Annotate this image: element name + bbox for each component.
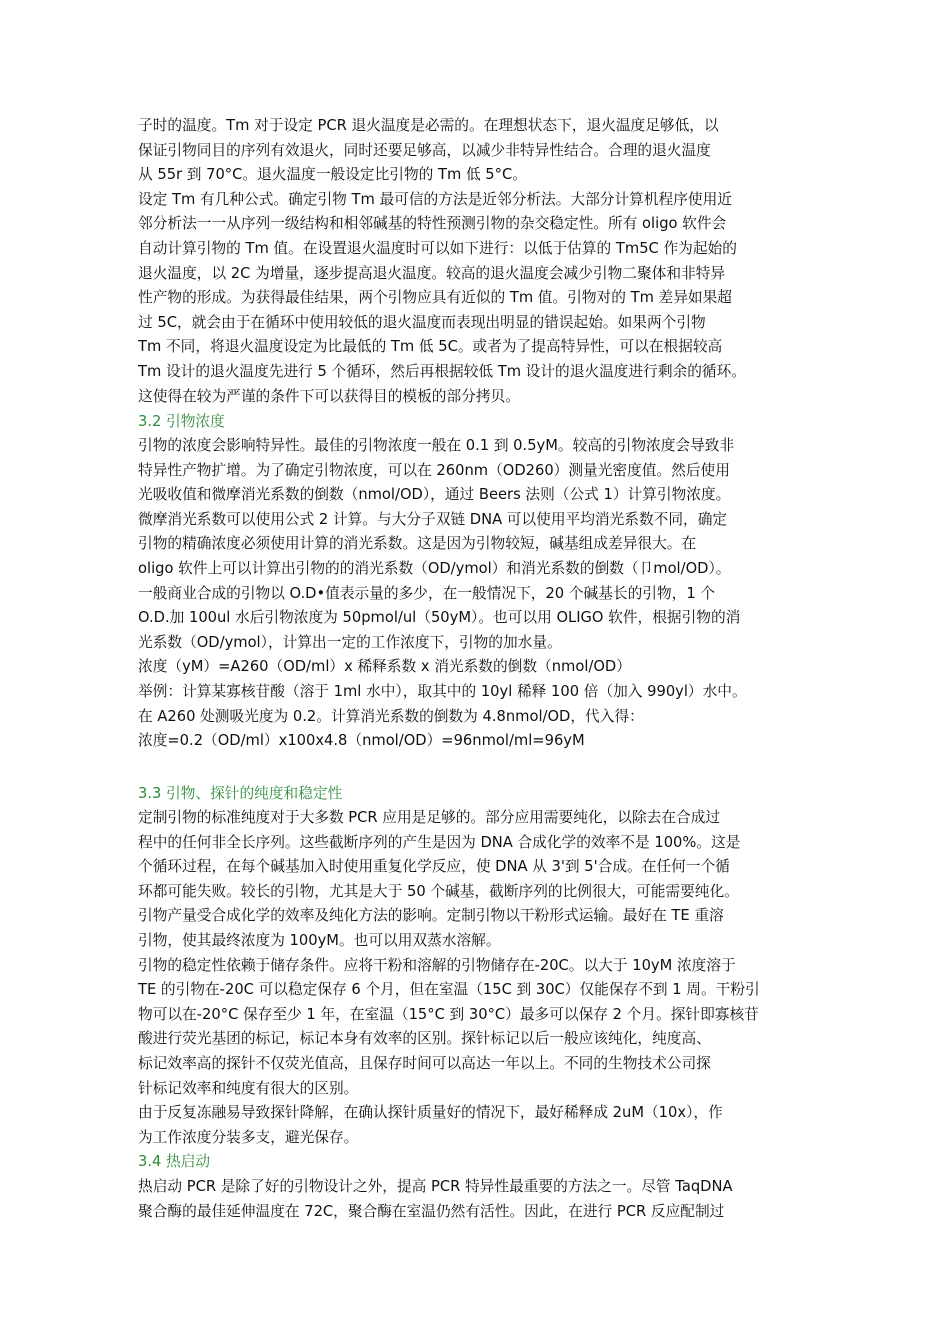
text-line: 程中的任何非全长序列。这些截断序列的产生是因为 DNA 合成化学的效率不是 100%。这是 xyxy=(138,833,741,851)
text-line: 酸进行荧光基团的标记，标记本身有效率的区别。探针标记以后一般应该纯化，纯度高、 xyxy=(138,1030,711,1048)
text-line: 一般商业合成的引物以 O.D•值表示量的多少，在一般情况下，20 个碱基长的引物，1 个 xyxy=(138,584,716,602)
text-line: O.D.加 100ul 水后引物浓度为 50pmol/ul（50yM）。也可以用 OLIGO 软件，根据引物的消 xyxy=(138,609,741,627)
text-line: Tm 设计的退火温度先进行 5 个循环，然后再根据较低 Tm 设计的退火温度进行剩余的循环。 xyxy=(138,363,746,380)
section-heading-3-2: 3.2 引物浓度 xyxy=(138,413,225,430)
text-line: TE 的引物在-20C 可以稳定保存 6 个月，但在室温（15C 到 30C）仅能保存不到 1 周。干粉引 xyxy=(138,981,760,999)
formula-line: 浓度=0.2（OD/ml）x100x4.8（nmol/OD）=96nmol/ml=96yM xyxy=(138,732,585,750)
text-line: 聚合酶的最佳延伸温度在 72C，聚合酶在室温仍然有活性。因此，在进行 PCR 反应配制过 xyxy=(138,1202,725,1220)
text-line: 引物的精确浓度必须使用计算的消光系数。这是因为引物较短，碱基组成差异很大。在 xyxy=(138,535,697,553)
text-line: 特异性产物扩增。为了确定引物浓度，可以在 260nm（OD260）测量光密度值。然后使用 xyxy=(138,461,730,479)
text-line: 个循环过程，在每个碱基加入时使用重复化学反应，使 DNA 从 3'到 5'合成。在任何一个循 xyxy=(138,858,730,876)
section-heading-3-3: 3.3 引物、探针的纯度和稳定性 xyxy=(138,785,343,802)
text-line: 举例：计算某寡核苷酸（溶于 1ml 水中），取其中的 10yl 稀释 100 倍（加入 990yl）水中。 xyxy=(138,683,747,700)
text-line: 从 55r 到 70°C。退火温度一般设定比引物的 Tm 低 5°C。 xyxy=(138,166,527,184)
paragraph-hot-start xyxy=(138,1175,818,1225)
text-line: 退火温度，以 2C 为增量，逐步提高退火温度。较高的退火温度会减少引物二聚体和非特异 xyxy=(138,264,726,282)
text-line: 物可以在-20°C 保存至少 1 年，在室温（15°C 到 30°C）最多可以保存 2 个月。探针即寡核苷 xyxy=(138,1005,759,1023)
text-line: 保证引物同目的序列有效退火，同时还要足够高，以减少非特异性结合。合理的退火温度 xyxy=(138,141,711,159)
text-line: 引物产量受合成化学的效率及纯化方法的影响。定制引物以干粉形式运输。最好在 TE 重溶 xyxy=(138,907,724,925)
paragraph-tm-annealing xyxy=(138,114,818,404)
text-line: 标记效率高的探针不仅荧光值高，且保存时间可以高达一年以上。不同的生物技术公司探 xyxy=(138,1055,711,1072)
text-line: 在 A260 处测吸光度为 0.2。计算消光系数的倒数为 4.8nmol/OD，代入得： xyxy=(138,707,644,725)
text-line: 由于反复冻融易导致探针降解，在确认探针质量好的情况下，最好稀释成 2uM（10x），作 xyxy=(138,1104,723,1122)
text-line: 这使得在较为严谨的条件下可以获得目的模板的部分拷贝。 xyxy=(138,387,520,405)
text-line: 微摩消光系数可以使用公式 2 计算。与大分子双链 DNA 可以使用平均消光系数不同，确定 xyxy=(138,510,728,528)
text-line: 光吸收值和微摩消光系数的倒数（nmol/OD），通过 Beers 法则（公式 1）计算引物浓度。 xyxy=(138,486,731,504)
text-line: 子时的温度。Tm 对于设定 PCR 退火温度是必需的。在理想状态下，退火温度足够低，以 xyxy=(138,117,719,134)
text-line: 引物的稳定性依赖于储存条件。应将干粉和溶解的引物储存在-20C。以大于 10yM 浓度溶于 xyxy=(138,956,736,974)
text-line: 定制引物的标准纯度对于大多数 PCR 应用是足够的。部分应用需要纯化，以除去在合成过 xyxy=(138,809,721,826)
section-heading-3-4: 3.4 热启动 xyxy=(138,1153,211,1170)
paragraph-purity-stability xyxy=(138,806,818,1151)
text-line: 引物的浓度会影响特异性。最佳的引物浓度一般在 0.1 到 0.5yM。较高的引物浓度会导致非 xyxy=(138,437,735,454)
text-line: oligo 软件上可以计算出引物的的消光系数（OD/ymol）和消光系数的倒数（卩mol/OD）。 xyxy=(138,560,731,577)
text-line: 邻分析法一一从序列一级结构和相邻碱基的特性预测引物的杂交稳定性。所有 oligo 软件会 xyxy=(138,215,727,233)
text-line: 引物，使其最终浓度为 100yM。也可以用双蒸水溶解。 xyxy=(138,932,501,949)
paragraph-primer-concentration xyxy=(138,434,818,754)
text-line: 环都可能失败。较长的引物，尤其是大于 50 个碱基，截断序列的比例很大，可能需要纯化。 xyxy=(138,882,739,900)
text-line: 为工作浓度分装多支，避光保存。 xyxy=(138,1128,359,1146)
text-line: 性产物的形成。为获得最佳结果，两个引物应具有近似的 Tm 值。引物对的 Tm 差异如果超 xyxy=(138,289,732,307)
text-line: 光系数（OD/ymol），计算出一定的工作浓度下，引物的加水量。 xyxy=(138,633,562,651)
text-line: 设定 Tm 有几种公式。确定引物 Tm 最可信的方法是近邻分析法。大部分计算机程序使用近 xyxy=(138,190,732,208)
text-line: 热启动 PCR 是除了好的引物设计之外，提高 PCR 特异性最重要的方法之一。尽管 TaqDNA xyxy=(138,1178,733,1195)
formula-line: 浓度（yM）=A260（OD/ml）x 稀释系数 x 消光系数的倒数（nmol/OD） xyxy=(138,658,631,676)
text-line: 针标记效率和纯度有很大的区别。 xyxy=(138,1079,359,1097)
text-line: 过 5C，就会由于在循环中使用较低的退火温度而表现出明显的错误起始。如果两个引物 xyxy=(138,313,706,331)
text-line: Tm 不同，将退火温度设定为比最低的 Tm 低 5C。或者为了提高特异性，可以在根据较高 xyxy=(138,338,723,356)
text-line: 自动计算引物的 Tm 值。在设置退火温度时可以如下进行：以低于估算的 Tm5C 作为起始的 xyxy=(138,240,737,257)
